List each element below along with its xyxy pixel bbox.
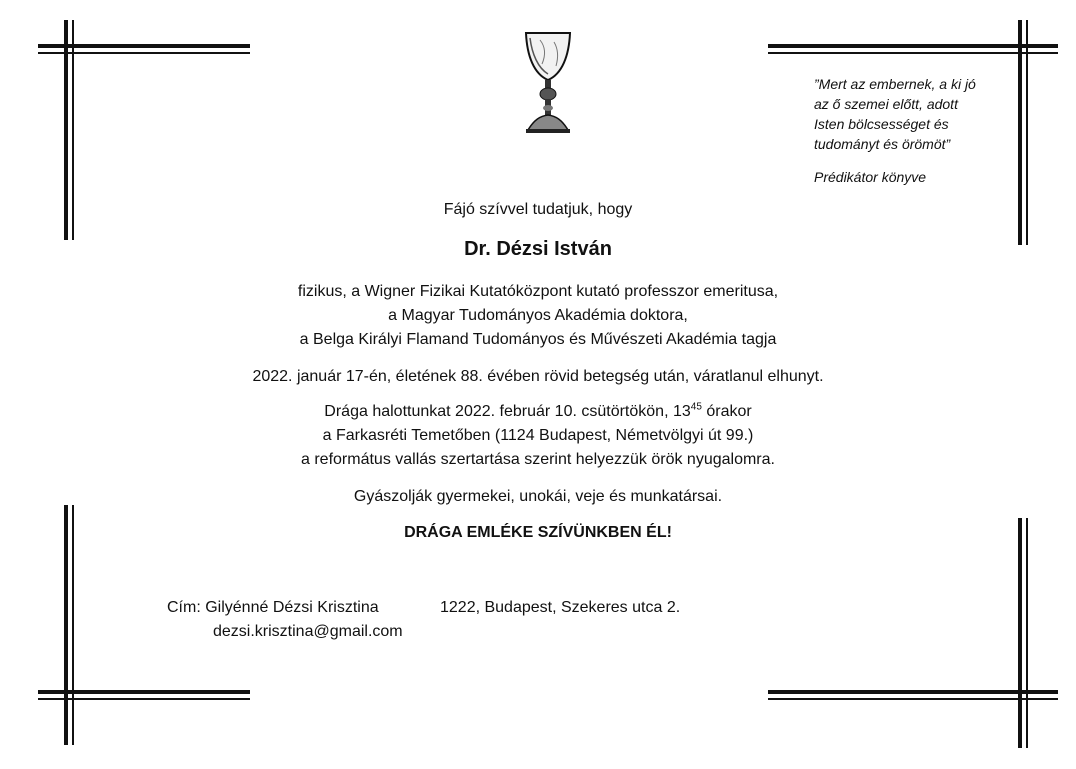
funeral-time-minutes: 45 [690, 401, 702, 413]
quote-line: Isten bölcsességet és [814, 116, 949, 132]
funeral-block [0, 400, 1076, 472]
funeral-line-1-text: Drága halottunkat 2022. február 10. csütörtökön, 13 [324, 403, 691, 420]
intro-text: Fájó szívvel tudatjuk, hogy [443, 201, 633, 218]
deceased-name: Dr. Dézsi István [464, 238, 612, 260]
contact-label: Cím: Gilyénné Dézsi Krisztina [167, 599, 379, 616]
quote-line: tudományt és örömöt” [814, 136, 951, 152]
title-line: a Magyar Tudományos Akadémia doktora, [388, 307, 688, 324]
title-line: a Belga Királyi Flamand Tudományos és Művészeti Akadémia tagja [299, 331, 777, 348]
contact-email: dezsi.krisztina@gmail.com [213, 623, 403, 640]
funeral-line-1-suffix: órakor [701, 403, 752, 420]
title-line: fizikus, a Wigner Fizikai Kutatóközpont kutató professzor emeritusa, [297, 283, 779, 300]
funeral-line-2: a Farkasréti Temetőben (1124 Budapest, Németvölgyi út 99.) [322, 427, 754, 444]
quote-line: ”Mert az embernek, a ki jó [814, 76, 976, 92]
funeral-line-1 [0, 400, 1076, 424]
contact-address: 1222, Budapest, Szekeres utca 2. [440, 599, 681, 616]
titles-block [0, 280, 1076, 352]
death-notice: 2022. január 17-én, életének 88. évében rövid betegség után, váratlanul elhunyt. [252, 368, 824, 385]
quote-source: Prédikátor könyve [814, 169, 927, 185]
funeral-line-3: a református vallás szertartása szerint helyezzük örök nyugalomra. [301, 451, 775, 468]
closing-text: DRÁGA EMLÉKE SZÍVÜNKBEN ÉL! [404, 524, 672, 541]
mourners-text: Gyászolják gyermekei, unokái, veje és munkatársai. [353, 488, 723, 505]
chalice-icon [520, 30, 576, 136]
bible-quote [814, 74, 1014, 154]
quote-line: az ő szemei előtt, adott [814, 96, 958, 112]
